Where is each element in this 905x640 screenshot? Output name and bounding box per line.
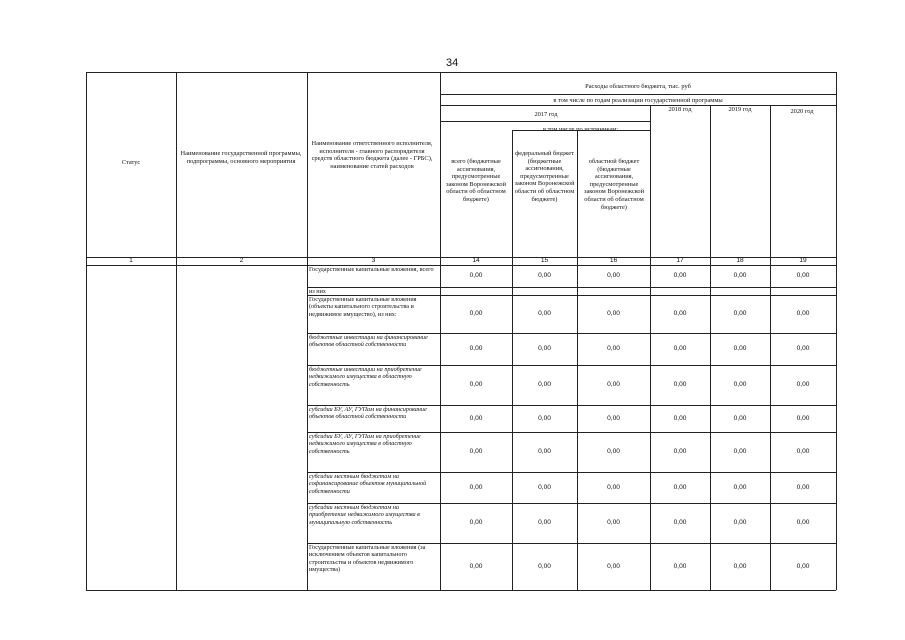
value-cell: 0,00 [733,562,747,570]
column-number: 19 [799,257,807,264]
row-label: субсидии местным бюджетам на приобретение недвижимого имущества в муниципальную собственность [309,504,420,526]
value-cell: 0,00 [469,483,483,491]
value-cell: 0,00 [607,381,620,388]
value-cell: 0,00 [673,381,687,388]
value-cell: 0,00 [796,562,810,570]
value-cell: 0,00 [733,414,747,422]
value-cell: 0,00 [673,483,687,491]
value-cell: 0,00 [607,483,620,491]
table-rule [440,105,836,106]
value-cell: 0,00 [469,345,483,352]
table-rule [440,121,650,122]
value-cell: 0,00 [733,381,747,388]
header-federal-col: федеральный бюджет (бюджетные ассигнования, предусмотренные законом Воронежской области об областном бюджете) [514,150,575,203]
value-cell: 0,00 [733,272,747,279]
value-cell: 0,00 [538,519,551,526]
column-number: 18 [736,257,744,264]
value-cell: 0,00 [538,414,551,422]
column-number: 2 [239,257,244,264]
table-rule [86,265,836,266]
row-label: субсидии БУ, АУ, ГУПам на приобретение недвижимого имущества в областную собственность [309,433,421,455]
value-cell: 0,00 [796,483,810,491]
value-cell: 0,00 [469,310,483,317]
table-rule [86,72,836,73]
column-number: 1 [129,257,133,264]
value-cell: 0,00 [469,272,483,279]
value-cell: 0,00 [733,448,747,455]
header-total-col: всего (бюджетные ассигнования, предусмотренные законом Воронежской области об областном бюджете) [445,158,507,203]
value-cell: 0,00 [733,519,747,526]
value-cell: 0,00 [469,414,483,422]
value-cell: 0,00 [673,562,687,570]
header-program-name: Наименование государственной программы, подпрограммы, основного мероприятия [180,150,302,165]
value-cell: 0,00 [607,345,620,352]
value-cell: 0,00 [607,414,620,422]
value-cell: 0,00 [673,519,687,526]
value-cell: 0,00 [538,562,551,570]
table-rule [440,72,441,590]
table-rule [86,590,836,591]
value-cell: 0,00 [796,310,810,317]
value-cell: 0,00 [733,345,747,352]
table-rule [307,72,308,590]
header-executor-name: Наименование ответственного исполнителя, исполнителя - главного распорядителя средств областного бюджета (далее - ГРБС), наименование статей расходов [311,140,433,170]
value-cell: 0,00 [538,272,551,279]
row-label: Государственные капитальные вложения (объекты капитального строительства и недвижимое имущество), из них: [309,296,417,318]
value-cell: 0,00 [607,562,620,570]
table-rule [86,72,87,590]
header-status: Статус [121,159,141,166]
header-year-2018: 2018 год [668,106,692,113]
value-cell: 0,00 [796,414,810,422]
value-cell: 0,00 [469,448,483,455]
page-number: 34 [446,57,459,69]
value-cell: 0,00 [469,381,483,388]
row-label: из них [309,288,327,295]
value-cell: 0,00 [796,272,810,279]
row-label: субсидии БУ, АУ, ГУПам на финансирование объектов областной собственности [309,406,427,421]
value-cell: 0,00 [796,381,810,388]
value-cell: 0,00 [673,345,687,352]
header-year-2020: 2020 год [790,108,814,115]
row-label: бюджетные инвестиции на приобретение недвижимого имущества в областную собственность [309,366,422,388]
value-cell: 0,00 [469,562,483,570]
column-number: 16 [609,257,618,264]
row-label: Государственные капитальные вложения, всего [309,266,434,273]
row-label: субсидии местным бюджетам на софинансирование объектов муниципальной собственности [309,473,427,495]
column-number: 3 [371,257,376,264]
value-cell: 0,00 [796,448,810,455]
value-cell: 0,00 [796,519,810,526]
value-cell: 0,00 [673,448,687,455]
row-label: Государственные капитальные вложения (за исключением объектов капитального строительства и объектов недвижимого имущества) [309,544,426,574]
header-regional-col: областной бюджет (бюджетные ассигнования, предусмотренные законом Воронежской области об областном бюджете) [583,158,645,211]
value-cell: 0,00 [796,345,810,352]
value-cell: 0,00 [607,310,620,317]
table-rule [512,130,650,131]
header-year-2017: 2017 год [534,111,558,118]
header-by-years: в том числе по годам реализации государственной программы [553,97,723,104]
value-cell: 0,00 [733,310,747,317]
value-cell: 0,00 [607,272,620,279]
value-cell: 0,00 [538,310,551,317]
row-label: бюджетные инвестиции на финансирование объектов областной собственности [309,334,428,349]
value-cell: 0,00 [607,448,620,455]
value-cell: 0,00 [733,483,747,491]
table-rule [176,72,177,590]
value-cell: 0,00 [607,519,620,526]
table-rule [440,94,836,95]
column-number: 15 [540,257,549,264]
value-cell: 0,00 [538,381,551,388]
value-cell: 0,00 [673,414,687,422]
header-expenses-title: Расходы областного бюджета, тыс. руб [585,83,691,90]
value-cell: 0,00 [469,519,483,526]
value-cell: 0,00 [538,345,551,352]
value-cell: 0,00 [673,310,687,317]
column-number: 17 [676,257,684,264]
value-cell: 0,00 [538,483,551,491]
table-rule [836,72,837,590]
column-number: 14 [472,257,480,264]
value-cell: 0,00 [673,272,687,279]
value-cell: 0,00 [538,448,551,455]
header-year-2019: 2019 год [728,106,752,113]
